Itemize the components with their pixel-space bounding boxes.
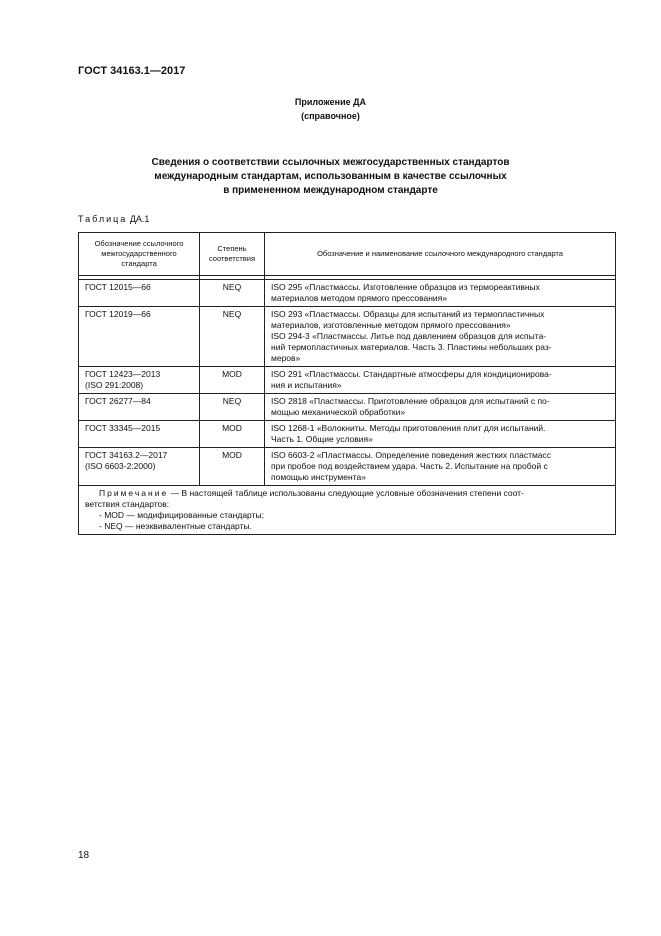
table-row — [79, 394, 616, 421]
table-note — [79, 486, 616, 535]
degree-cell: NEQ — [200, 307, 265, 367]
table-note-row — [79, 486, 616, 535]
degree-cell: MOD — [200, 421, 265, 448]
intl-standard-cell: ISO 6603-2 «Пластмассы. Определение поведения жестких пластмасс при пробое под воздействием удара. Часть 2. Испытание на пробой с помощью инструмента» — [265, 448, 616, 486]
document-code: ГОСТ 34163.1—2017 — [78, 65, 186, 77]
table-caption-label: Таблица — [78, 214, 128, 224]
intl-standard-cell: ISO 295 «Пластмассы. Изготовление образцов из термореактивных материалов методом прямого прессования» — [265, 280, 616, 307]
intl-standard-cell: ISO 291 «Пластмассы. Стандартные атмосферы для кондиционирова- ния и испытания» — [265, 367, 616, 394]
table-caption-number: ДА.1 — [129, 214, 150, 224]
note-item: - MOD — модифицированные стандарты; — [99, 510, 264, 520]
ref-standard-cell: ГОСТ 12019—66 — [79, 307, 200, 367]
ref-standard-cell: ГОСТ 12015—66 — [79, 280, 200, 307]
intl-standard-cell: ISO 2818 «Пластмассы. Приготовление образцов для испытаний с по- мощью механической обработки» — [265, 394, 616, 421]
header-ref-standard: Обозначение ссылочного межгосударственного стандарта — [79, 233, 200, 276]
annex-title: Приложение ДА — [294, 97, 367, 107]
note-text: ветствия стандартов: — [85, 499, 170, 509]
table-row — [79, 307, 616, 367]
table-header-row — [79, 233, 616, 276]
annex-subtitle: (справочное) — [301, 111, 360, 121]
table-row — [79, 367, 616, 394]
intl-standard-cell: ISO 1268-1 «Волокниты. Методы приготовления плит для испытаний. Часть 1. Общие условия» — [265, 421, 616, 448]
note-item: - NEQ — неэквивалентные стандарты. — [99, 521, 252, 531]
table-row — [79, 421, 616, 448]
degree-cell: NEQ — [200, 280, 265, 307]
degree-cell: MOD — [200, 448, 265, 486]
table-caption — [78, 214, 149, 224]
page-number: 18 — [78, 850, 90, 861]
degree-cell: NEQ — [200, 394, 265, 421]
table-row — [79, 280, 616, 307]
heading-line: Сведения о соответствии ссылочных межгосударственных стандартов — [151, 157, 510, 168]
intl-standard-cell: ISO 293 «Пластмассы. Образцы для испытаний из термопластичных материалов, изготовленные методом прямого прессования» ISO 294-3 «Пластмассы. Литье под давлением образцов для испыта- ний термопластичных материалов. Часть 3. Пластины небольших раз- меров» — [265, 307, 616, 367]
note-text: — В настоящей таблице использованы следующие условные обозначения степени соот- — [170, 488, 524, 498]
ref-standard-cell: ГОСТ 26277—84 — [79, 394, 200, 421]
ref-standard-cell: ГОСТ 12423—2013 (ISO 291:2008) — [79, 367, 200, 394]
ref-standard-cell: ГОСТ 34163.2—2017 (ISO 6603-2:2000) — [79, 448, 200, 486]
section-heading — [0, 156, 661, 198]
degree-cell: MOD — [200, 367, 265, 394]
annex-heading — [0, 95, 661, 123]
heading-line: международным стандартам, использованным в качестве ссылочных — [154, 171, 507, 182]
note-label: Примечание — [99, 488, 169, 498]
header-degree: Степень соответствия — [200, 233, 265, 276]
standards-correspondence-table — [78, 232, 616, 535]
heading-line: в примененном международном стандарте — [223, 185, 438, 196]
header-intl-standard: Обозначение и наименование ссылочного международного стандарта — [265, 233, 616, 276]
table-row — [79, 448, 616, 486]
ref-standard-cell: ГОСТ 33345—2015 — [79, 421, 200, 448]
